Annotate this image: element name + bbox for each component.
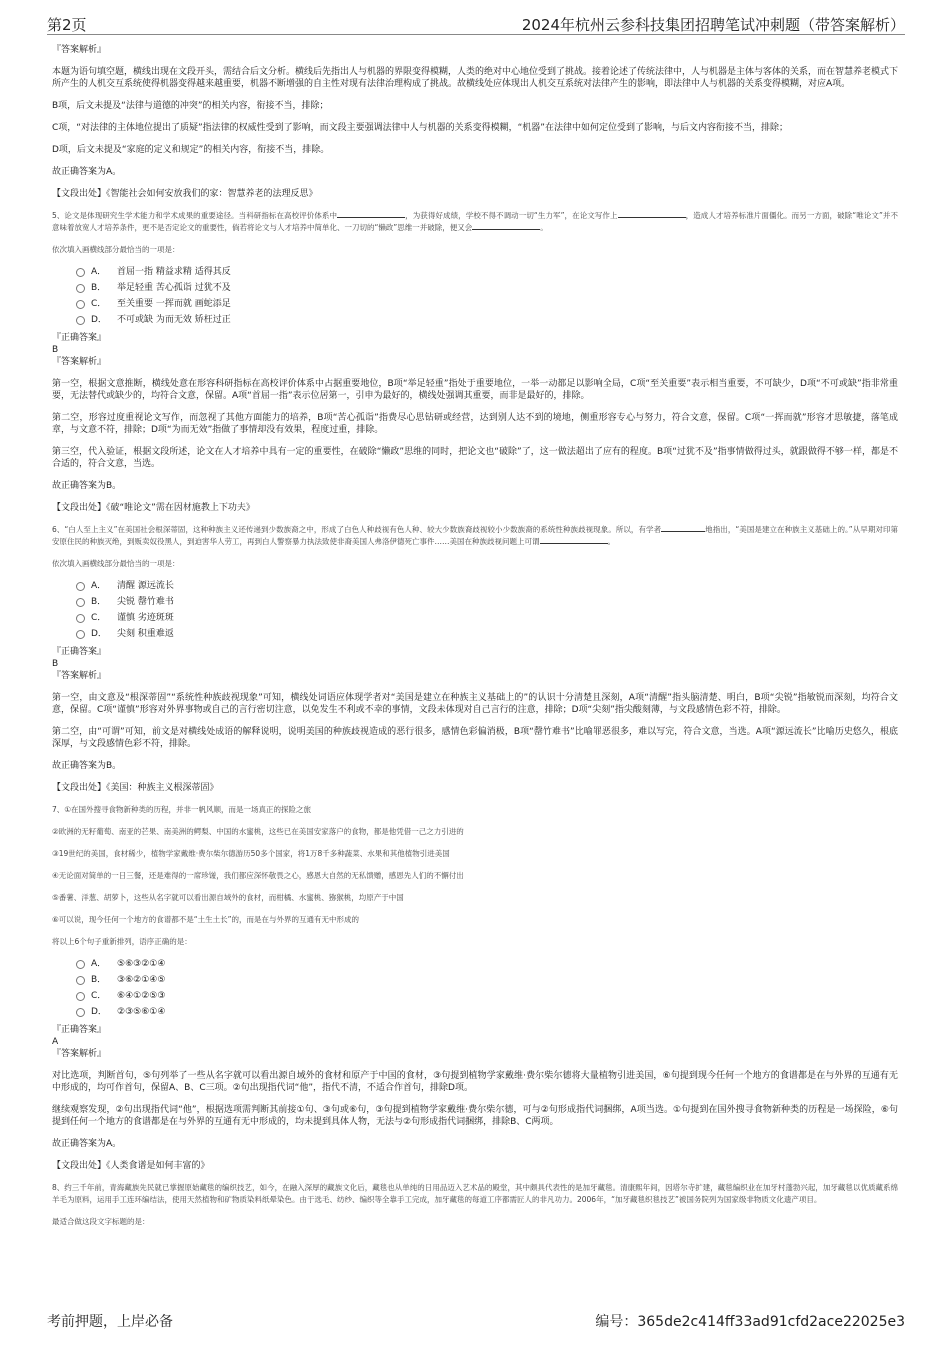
- answer-value: A: [52, 1037, 59, 1047]
- option-c[interactable]: C． 至关重要 一挥而就 画蛇添足: [76, 296, 898, 312]
- radio-icon[interactable]: [76, 630, 85, 639]
- radio-icon[interactable]: [76, 976, 85, 985]
- document-id: 编号：365de2c414ff33ad91cfd2ace22025e3: [595, 1314, 905, 1330]
- option-c[interactable]: C． ⑥④①②⑤③: [76, 988, 898, 1004]
- analysis-paragraph: 第二空，形容过度重视论文写作，而忽视了其他方面能力的培养，B项“苦心孤诣”指费尽心思钻研或经营，达到别人达不到的境地，侧重形容专心与努力，符合文意，保留。C项“一挥而就”形容才思敏捷，落笔成章，与文意不符，排除；D项“为而无效”指做了事情却没有效果，程度过重，排除。: [52, 413, 898, 435]
- sentence-item: ④无论面对简单的一日三餐，还是难得的一席珍馐，我们都应深怀敬畏之心，感恩大自然的无私馈赠，感恩先人们的不懈付出: [52, 871, 464, 880]
- analysis-paragraph: 第一空，由文意及“根深蒂固”“系统性种族歧视现象”可知，横线处词语应体现学者对“美国是建立在种族主义基础上的”的认识十分清楚且深刻，A项“清醒”指头脑清楚、明白，B项“尖锐”指敏锐而深刻，均符合文意，保留。C项“谨慎”形容对外界事物或自己的言行密切注意，以免发生不利或不幸的事情，文段未体现对自己言行的注意，排除；D项“尖刻”指尖酸刻薄，与文段感情色彩不符，排除。: [52, 693, 898, 715]
- question-prompt: 依次填入画横线部分最恰当的一项是：: [52, 559, 180, 568]
- analysis-label: 『答案解析』: [52, 1049, 107, 1059]
- option-b[interactable]: B． ③⑥②①④⑤: [76, 972, 898, 988]
- analysis-paragraph: D项，后文未提及“家庭的定义和规定”的相关内容，衔接不当，排除。: [52, 145, 330, 155]
- options-list: [76, 956, 898, 1020]
- radio-icon[interactable]: [76, 284, 85, 293]
- answer-label: 『正确答案』: [52, 333, 107, 343]
- conclusion: 故正确答案为B。: [52, 481, 122, 491]
- radio-icon[interactable]: [76, 582, 85, 591]
- fill-blank: [618, 210, 686, 218]
- question-stem: 5、论文是体现研究生学术能力和学术成果的重要途径。当科研指标在高校评价体系中 ，为获得好成绩，学校不得不调动一切“生力军”，在论文写作上 ，造成人才培养标准片面僵化。而另一方面，破除“唯论文”并不意味着放宽人才培养条件，更不是否定论文的重要性，倘若将论文与人才培养中简单化、一刀切的“懒政”思维一并破除，便又会 。: [52, 211, 898, 232]
- option-a[interactable]: A． 首屈一指 精益求精 适得其反: [76, 264, 898, 280]
- options-list: [76, 578, 898, 642]
- option-a[interactable]: A． 清醒 源远流长: [76, 578, 898, 594]
- radio-icon[interactable]: [76, 992, 85, 1001]
- conclusion: 故正确答案为B。: [52, 761, 122, 771]
- fill-blank: [472, 222, 540, 230]
- radio-icon[interactable]: [76, 598, 85, 607]
- question-prompt: 将以上6个句子重新排列，语序正确的是：: [52, 937, 192, 946]
- source-citation: 【文段出处】《美国：种族主义根深蒂固》: [52, 783, 219, 793]
- analysis-label: 『答案解析』: [52, 671, 107, 681]
- option-d[interactable]: D． 尖刻 积重难返: [76, 626, 898, 642]
- option-c[interactable]: C． 谨慎 劣迹斑斑: [76, 610, 898, 626]
- analysis-paragraph: 本题为语句填空题，横线出现在文段开头，需结合后文分析。横线后先指出人与机器的界限变得模糊，人类的绝对中心地位受到了挑战。接着论述了传统法律中，人与机器是主体与客体的关系，而在智慧养老模式下所产生的人机交互系统使得机器变得越来越重要，机器不断增强的自主性对现有法律治理构成了挑战。故横线处应体现出人机交互系统对法律产生的影响，即法律中人与机器的关系变得模糊，对应A项。: [52, 67, 899, 89]
- sentence-item: ⑥可以说，现今任何一个地方的食谱都不是“土生土长”的，而是在与外界的互通有无中形成的: [52, 915, 359, 924]
- fill-blank: [540, 536, 608, 544]
- fill-blank: [661, 524, 705, 532]
- analysis-paragraph: 第二空，由“可谓”可知，前文是对横线处成语的解释说明，说明美国的种族歧视造成的恶行很多，感情色彩偏消极，B项“罄竹难书”比喻罪恶很多，难以写完，符合文意，当选。A项“源远流长”比喻历史悠久，根底深厚，与文段感情色彩不符，排除。: [52, 727, 898, 749]
- option-b[interactable]: B． 尖锐 罄竹难书: [76, 594, 898, 610]
- analysis-paragraph: 第一空，根据文意推断，横线处意在形容科研指标在高校评价体系中占据重要地位，B项“举足轻重”指处于重要地位，一举一动都足以影响全局，C项“至关重要”表示相当重要，不可缺少，D项“不可或缺”指非常重要，无法替代或缺少的，均符合文意，保留。A项“首屈一指”表示位居第一，引申为最好的，横线处强调其重要，而非是最好的，排除。: [52, 379, 898, 401]
- answer-label: 『正确答案』: [52, 647, 107, 657]
- question-prompt: 依次填入画横线部分最恰当的一项是：: [52, 245, 180, 254]
- fill-blank: [337, 210, 405, 218]
- analysis-paragraph: C项，“对法律的主体地位提出了质疑”指法律的权威性受到了影响，而文段主要强调法律中人与机器的关系变得模糊，“机器”在法律中如何定位受到了影响，与后文内容衔接不当，排除；: [52, 123, 788, 133]
- analysis-paragraph: 第三空，代入验证，根据文段所述，论文在人才培养中具有一定的重要性，在破除“懒政”思维的同时，把论文也“破除”了，这一做法超出了应有的程度。B项“过犹不及”指事情做得过头，就跟做得不够一样，都是不合适的，符合文意，当选。: [52, 447, 898, 469]
- document-title: 2024年杭州云参科技集团招聘笔试冲刺题（带答案解析）: [521, 16, 905, 34]
- answer-value: B: [52, 345, 59, 355]
- sentence-item: ③19世纪的美国，食材稀少，植物学家戴维·费尔柴尔德游历50多个国家，将1万8千多种蔬菜、水果和其他植物引进美国: [52, 849, 450, 858]
- radio-icon[interactable]: [76, 316, 85, 325]
- sentence-item: ⑤番薯、洋葱、胡萝卜，这些从名字就可以看出源自域外的食材，而柑橘、水蜜桃、猕猴桃，均原产于中国: [52, 893, 404, 902]
- option-d[interactable]: D． 不可或缺 为而无效 矫枉过正: [76, 312, 898, 328]
- radio-icon[interactable]: [76, 300, 85, 309]
- source-citation: 【文段出处】《智能社会如何安放我们的家：智慧养老的法理反思》: [52, 189, 318, 199]
- analysis-paragraph: 对比选项，判断首句，⑤句列举了一些从名字就可以看出源自域外的食材和原产于中国的食材，③句提到植物学家戴维·费尔柴尔德将大量植物引进美国，⑥句提到现今任何一个地方的食谱都是在与外界的互通有无中形成的，均可作首句，保留A、B、C三项。②句出现指代词“他”，指代不清，不适合作首句，排除D项。: [52, 1071, 898, 1093]
- question-stem: 7、①在国外搜寻食物新种类的历程，并非一帆风顺，而是一场真正的探险之旅: [52, 805, 311, 814]
- question-prompt: 最适合做这段文字标题的是：: [52, 1217, 150, 1226]
- option-b[interactable]: B． 举足轻重 苦心孤诣 过犹不及: [76, 280, 898, 296]
- options-list: [76, 264, 898, 328]
- source-citation: 【文段出处】《人类食谱是如何丰富的》: [52, 1161, 210, 1171]
- question-stem: 6、“白人至上主义”在美国社会根深蒂固，这种种族主义还传递到少数族裔之中，形成了白色人种歧视有色人种、较大少数族裔歧视较小少数族裔的系统性种族歧视现象。所以，有学者 地指出，“美国是建立在种族主义基础上的。”从早期对印第安原住民的种族灭绝，到贩卖奴役黑人，到迫害华人劳工，再到白人警察暴力执法致使非裔美国人弗洛伊德死亡事件……美国在种族歧视问题上可谓 。: [52, 525, 898, 546]
- conclusion: 故正确答案为A。: [52, 1139, 122, 1149]
- analysis-label: 『答案解析』: [52, 357, 107, 367]
- page-header: [47, 12, 905, 35]
- option-a[interactable]: A． ⑤⑥③②①④: [76, 956, 898, 972]
- radio-icon[interactable]: [76, 614, 85, 623]
- footer-slogan: 考前押题，上岸必备: [47, 1314, 173, 1330]
- source-citation: 【文段出处】《破“唯论文”需在因材施教上下功夫》: [52, 503, 255, 513]
- conclusion: 故正确答案为A。: [52, 167, 122, 177]
- option-d[interactable]: D． ②③⑤⑥①④: [76, 1004, 898, 1020]
- radio-icon[interactable]: [76, 1008, 85, 1017]
- page-content: [52, 44, 898, 1228]
- sentence-item: ②欧洲的无籽葡萄、南亚的芒果、南美洲的鳄梨、中国的水蜜桃，这些已在美国安家落户的食物，都是他凭借一己之力引进的: [52, 827, 464, 836]
- question-stem: 8、约三千年前，青海藏族先民就已掌握原始藏毯的编织技艺，如今，在融入深厚的藏族文化后，藏毯也从单纯的日用品迈入艺术品的殿堂，其中颇具代表性的是加牙藏毯。清康熙年间，因塔尔寺扩建，藏毯编织业在加牙村蓬勃兴起，加牙藏毯以优质藏系绵羊毛为原料，运用手工连环编结法，使用天然植物和矿物质染料纸晕染色。由于选毛、纺纱、编织等全靠手工完成，加牙藏毯的每道工序都需匠人的非凡功力。2006年，“加牙藏毯织毯技艺”被国务院列为国家级非物质文化遗产项目。: [52, 1183, 898, 1204]
- analysis-paragraph: B项，后文未提及“法律与道德的冲突”的相关内容，衔接不当，排除；: [52, 101, 329, 111]
- radio-icon[interactable]: [76, 960, 85, 969]
- radio-icon[interactable]: [76, 268, 85, 277]
- analysis-label: 『答案解析』: [52, 45, 107, 55]
- answer-value: B: [52, 659, 59, 669]
- page-number: 第2页: [47, 16, 87, 34]
- answer-label: 『正确答案』: [52, 1025, 107, 1035]
- analysis-paragraph: 继续观察发现，②句出现指代词“他”，根据选项需判断其前接①句、③句或⑥句，③句提到植物学家戴维·费尔柴尔德，可与②句形成指代词捆绑，A项当选。①句提到在国外搜寻食物新种类的历程是一场探险，⑥句提到任何一个地方的食谱都是在与外界的互通有无中形成的，均未提到具体人物，无法与②句形成指代词捆绑，排除B、C两项。: [52, 1105, 898, 1127]
